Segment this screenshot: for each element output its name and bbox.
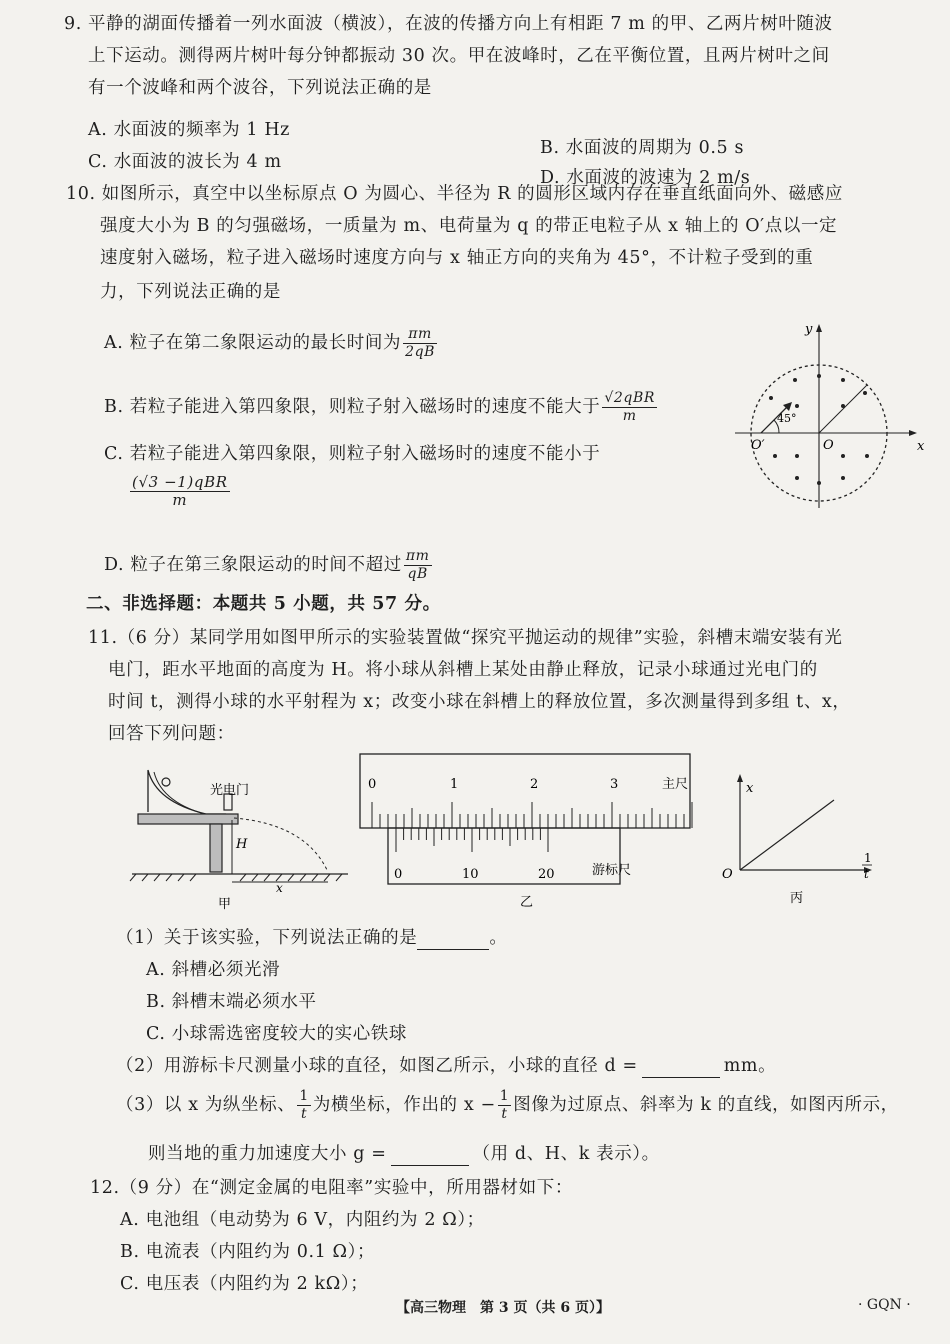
q9-line2: 上下运动。测得两片树叶每分钟都振动 30 次。甲在波峰时，乙在平衡位置，且两片树叶之间 — [88, 46, 830, 66]
vernier-scale-label: 游标尺 — [592, 863, 632, 878]
q11-part1-blank — [417, 931, 489, 950]
trajectory — [234, 818, 328, 872]
graph-x-label-num: 1 — [864, 851, 872, 865]
table-top — [138, 814, 238, 824]
q11-part3-fraction-1 — [297, 1088, 311, 1123]
main-scale-label: 主尺 — [662, 777, 689, 792]
q11-line3: 时间 t，测得小球的水平射程为 x；改变小球在斜槽上的释放位置，多次测量得到多组 t、x， — [108, 692, 851, 712]
q11-part2-end: mm。 — [723, 1056, 777, 1076]
table-leg — [210, 824, 222, 872]
o-prime-label: O′ — [751, 438, 765, 453]
fraction-numerator: 1 — [299, 1088, 309, 1104]
q9-line1: 9. 平静的湖面传播着一列水面波（横波），在波的传播方向上有相距 7 m 的甲、乙两片树叶随波 — [64, 14, 833, 34]
angle-label: 45° — [777, 412, 797, 425]
q11-part1-option-b: B. 斜槽末端必须水平 — [146, 992, 317, 1012]
vernier-scale-ticks — [396, 828, 548, 852]
q10-line4: 力，下列说法正确的是 — [100, 282, 281, 302]
q10-option-d-text: D. 粒子在第三象限运动的时间不超过 — [104, 555, 402, 575]
height-label: H — [236, 837, 248, 852]
q10-option-a-text: A. 粒子在第二象限运动的最长时间为 — [104, 333, 402, 353]
fraction-denominator: qB — [407, 566, 428, 582]
main-tick-label-0: 0 — [368, 777, 377, 792]
x-axis-arrow-icon — [909, 430, 917, 436]
ground-hatching — [130, 874, 342, 881]
fraction-numerator: πm — [405, 548, 430, 564]
vernier-tick-label-0: 0 — [394, 867, 403, 882]
fraction-numerator: 1 — [499, 1088, 510, 1104]
q11-part3-blank — [391, 1147, 469, 1166]
graph-line — [740, 800, 834, 870]
vernier-tick-label-20: 20 — [538, 867, 555, 882]
main-scale-ticks — [372, 802, 692, 828]
footer-code: · GQN · — [858, 1297, 911, 1313]
main-tick-label-2: 2 — [530, 777, 539, 792]
q11-part2 — [116, 1054, 776, 1078]
fraction-numerator: (√3 −1)qBR — [132, 473, 228, 491]
q9-option-b: B. 水面波的周期为 0.5 s — [540, 138, 745, 158]
q11-part1-option-a: A. 斜槽必须光滑 — [146, 960, 281, 980]
section-heading: 二、非选择题：本题共 5 小题，共 57 分。 — [86, 594, 441, 614]
q12-option-b: B. 电流表（内阻约为 0.1 Ω）； — [120, 1242, 376, 1262]
fig-yi-vernier-caliper — [356, 750, 696, 910]
y-axis-label: y — [805, 322, 813, 337]
q10-option-c-text: C. 若粒子能进入第四象限，则粒子射入磁场时的速度不能小于 — [104, 444, 601, 464]
fig-jia-caption: 甲 — [218, 897, 232, 912]
graph-origin-label: O — [722, 867, 733, 882]
q11-part1-end: 。 — [489, 928, 508, 948]
q11-part2-text: （2）用游标卡尺测量小球的直径，如图乙所示，小球的直径 d = — [116, 1056, 638, 1076]
q12-line1: 12.（9 分）在“测定金属的电阻率”实验中，所用器材如下： — [90, 1178, 573, 1198]
q11-part3-text-b: 为横坐标，作出的 x − — [312, 1095, 496, 1115]
fraction-numerator: πm — [403, 326, 437, 344]
fig-bing-graph — [718, 766, 888, 906]
fraction-denominator: m — [172, 491, 188, 509]
fraction-denominator: t — [501, 1106, 508, 1122]
fraction-denominator: 2qB — [405, 344, 436, 360]
fraction-numerator: √2qBR — [604, 390, 656, 406]
q11-part1-text: （1）关于该实验，下列说法正确的是 — [116, 928, 418, 948]
main-tick-label-3: 3 — [610, 777, 619, 792]
q10-option-c-fraction — [130, 474, 230, 509]
q10-magnetic-field-figure — [735, 318, 935, 508]
q9-option-a: A. 水面波的频率为 1 Hz — [88, 120, 291, 140]
q11-part3-text-a: （3）以 x 为纵坐标、 — [116, 1095, 296, 1115]
q10-option-b — [104, 390, 659, 425]
vernier-scale-body — [388, 828, 620, 884]
q11-line1: 11.（6 分）某同学用如图甲所示的实验装置做“探究平抛运动的规律”实验，斜槽末端安装有光 — [88, 628, 843, 648]
main-tick-label-1: 1 — [450, 777, 459, 792]
fraction-denominator: t — [300, 1106, 308, 1122]
q10-option-b-fraction — [602, 390, 657, 425]
x-axis-label: x — [917, 439, 925, 454]
fig-bing-caption: 丙 — [790, 891, 804, 906]
radius-line — [819, 385, 867, 433]
fig-jia-apparatus — [126, 762, 356, 912]
q10-line3: 速度射入磁场，粒子进入磁场时速度方向与 x 轴正方向的夹角为 45°，不计粒子受到的重 — [100, 248, 814, 268]
graph-x-label-den: t — [864, 867, 869, 881]
q10-option-a — [104, 326, 439, 361]
q10-line2: 强度大小为 B 的匀强磁场，一质量为 m、电荷量为 q 的带正电粒子从 x 轴上的 O′点以一定 — [100, 216, 838, 236]
range-label: x — [276, 881, 283, 895]
q11-part2-blank — [642, 1059, 720, 1078]
q11-line4: 回答下列问题： — [108, 724, 235, 744]
fig-yi-caption: 乙 — [520, 895, 534, 910]
footer-page-info: 【高三物理 第 3 页（共 6 页）】 — [396, 1300, 610, 1316]
fraction-denominator: m — [622, 408, 637, 424]
q12-option-a: A. 电池组（电动势为 6 V，内阻约为 2 Ω）； — [120, 1210, 485, 1230]
q11-part3-fraction-2 — [498, 1088, 512, 1123]
q11-line2: 电门，距水平地面的高度为 H。将小球从斜槽上某处由静止释放，记录小球通过光电门的 — [108, 660, 818, 680]
y-axis-arrow-icon — [816, 324, 822, 332]
photogate-label: 光电门 — [210, 783, 250, 798]
origin-label: O — [823, 438, 834, 453]
graph-y-label: x — [746, 781, 754, 796]
q9-option-c: C. 水面波的波长为 4 m — [88, 152, 282, 172]
q10-option-d-fraction — [404, 548, 432, 583]
q11-part3-line1 — [116, 1088, 899, 1123]
q11-part3-text-d: 则当地的重力加速度大小 g = — [148, 1144, 387, 1164]
q9-option-d: D. 水面波的波速为 2 m/s — [540, 168, 751, 188]
q9-line3: 有一个波峰和两个波谷，下列说法正确的是 — [88, 78, 432, 98]
q10-line1: 10. 如图所示，真空中以坐标原点 O 为圆心、半径为 R 的圆形区域内存在垂直纸面向外、磁感应 — [66, 184, 843, 204]
q11-part1 — [116, 926, 507, 950]
vernier-tick-label-10: 10 — [462, 867, 479, 882]
q11-part3-line2 — [148, 1142, 660, 1166]
q11-part1-option-c: C. 小球需选密度较大的实心铁球 — [146, 1024, 407, 1044]
ball — [162, 778, 170, 786]
q10-option-b-text: B. 若粒子能进入第四象限，则粒子射入磁场时的速度不能大于 — [104, 397, 601, 417]
q10-option-d — [104, 548, 434, 583]
q10-option-a-fraction — [403, 326, 437, 361]
q11-part3-text-c: 图像为过原点、斜率为 k 的直线，如图丙所示， — [513, 1095, 899, 1115]
q10-option-c-fraction-wrap — [128, 474, 232, 509]
q12-option-c: C. 电压表（内阻约为 2 kΩ）； — [120, 1274, 369, 1294]
q11-part3-text-e: （用 d、H、k 表示）。 — [472, 1144, 660, 1164]
main-scale-body — [360, 754, 690, 828]
graph-y-arrow-icon — [737, 774, 743, 782]
